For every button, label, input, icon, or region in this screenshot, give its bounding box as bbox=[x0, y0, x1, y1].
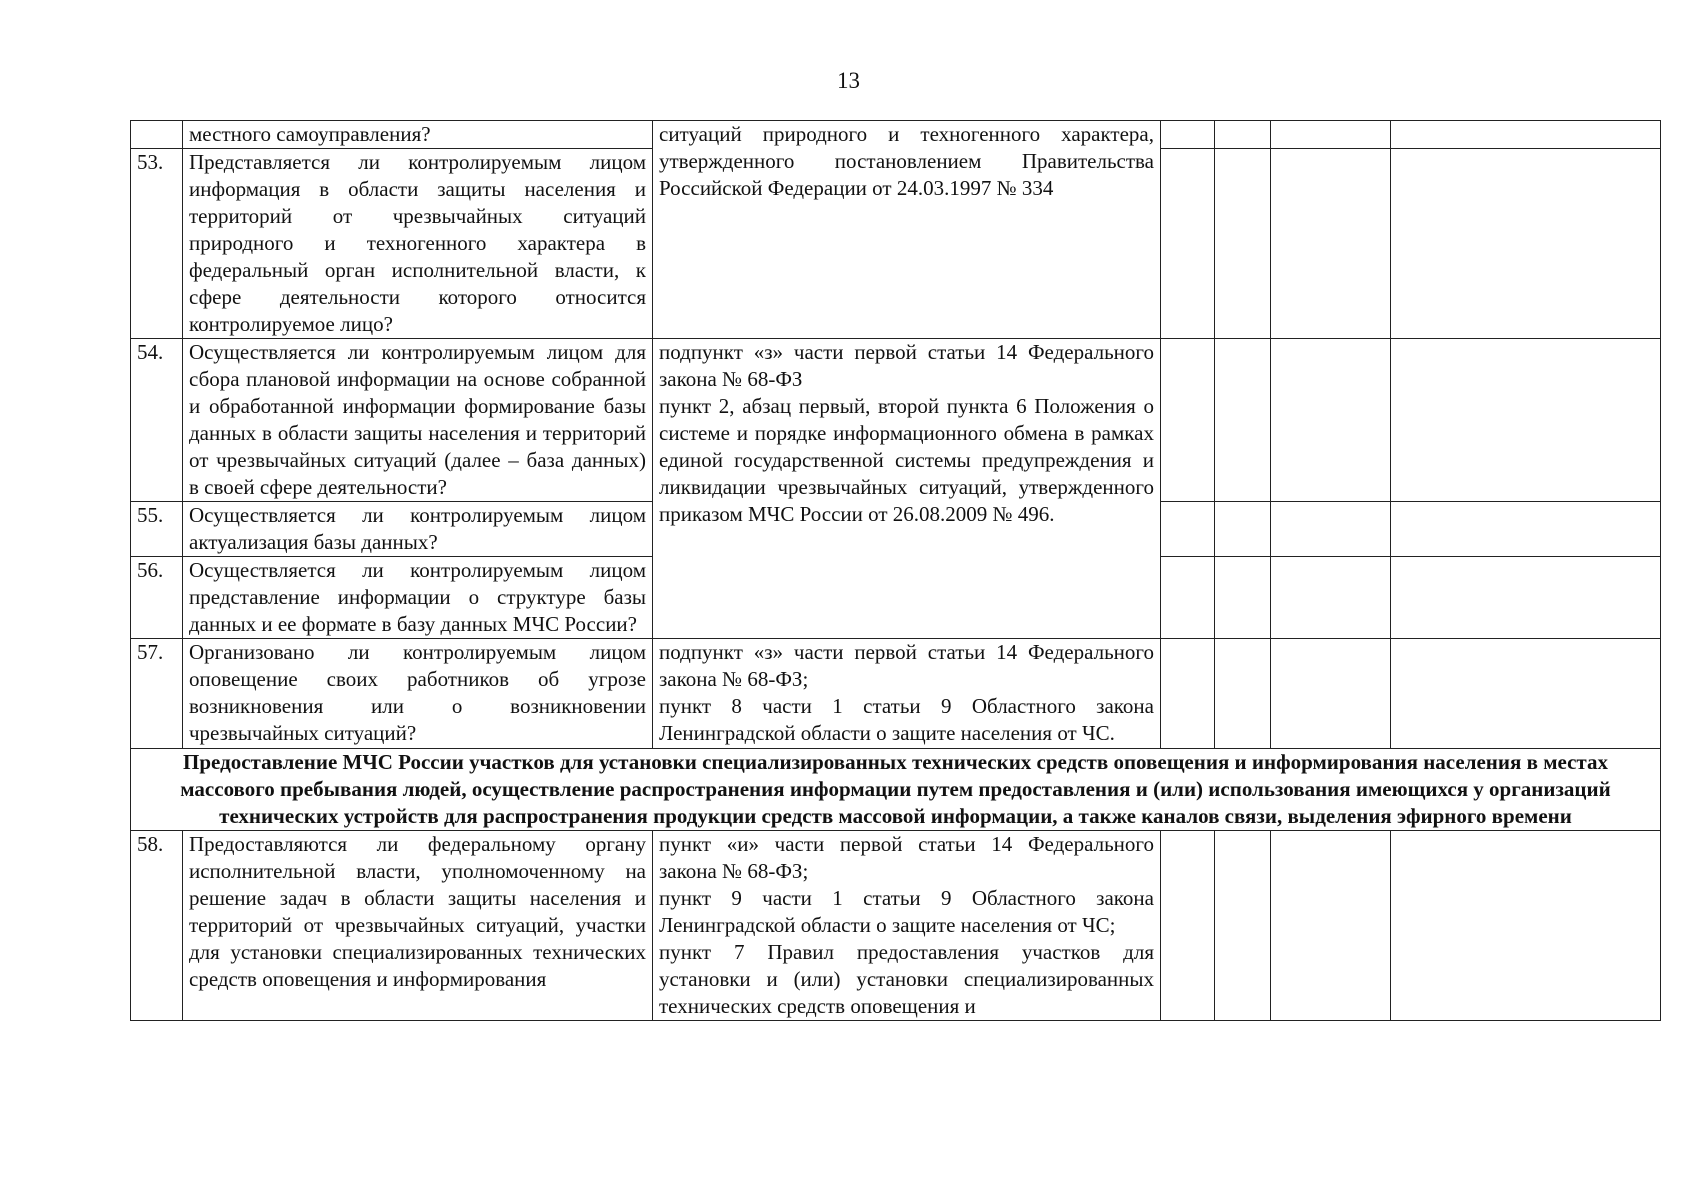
reference-cell: ситуаций природного и техногенного характера, утвержденного постановлением Правительства Российской Федерации от 24.03.1997 № 334 bbox=[653, 121, 1161, 339]
answer-yes-cell bbox=[1161, 639, 1215, 749]
answer-yes-cell bbox=[1161, 121, 1215, 149]
question-cell: Представляется ли контролируемым лицом информация в области защиты населения и территорий от чрезвычайных ситуаций природного и техногенного характера в федеральный орган исполнительной власти, к сфере деятельности которого относится контролируемое лицо? bbox=[183, 149, 653, 339]
reference-cell bbox=[653, 831, 1161, 1021]
note-cell bbox=[1391, 557, 1661, 639]
note-cell bbox=[1391, 121, 1661, 149]
question-cell: Организовано ли контролируемым лицом оповещение своих работников об угрозе возникновения или о возникновении чрезвычайных ситуаций? bbox=[183, 639, 653, 749]
answer-na-cell bbox=[1271, 339, 1391, 502]
reference-line: подпункт «з» части первой статьи 14 Федерального закона № 68-ФЗ bbox=[659, 340, 1154, 391]
row-number: 58. bbox=[131, 831, 183, 1021]
reference-line: пункт 9 части 1 статьи 9 Областного закона Ленинградской области о защите населения от ЧС; bbox=[659, 886, 1154, 937]
answer-no-cell bbox=[1215, 639, 1271, 749]
table-row bbox=[131, 121, 1661, 149]
section-heading: Предоставление МЧС России участков для установки специализированных технических средств оповещения и информирования населения в местах массового пребывания людей, осуществление распространения информации путем предоставления и (или) использования имеющихся у организаций технических устройств для распространения продукции средств массовой информации, а также каналов связи, выделения эфирного времени bbox=[131, 749, 1661, 831]
row-number: 53. bbox=[131, 149, 183, 339]
reference-cell bbox=[653, 639, 1161, 749]
answer-yes-cell bbox=[1161, 339, 1215, 502]
question-cell: Предоставляются ли федеральному органу исполнительной власти, уполномоченному на решение задач в области защиты населения и территорий от чрезвычайных ситуаций, участки для установки специализированных технических средств оповещения и информирования bbox=[183, 831, 653, 1021]
question-cell: местного самоуправления? bbox=[183, 121, 653, 149]
checklist-table bbox=[130, 120, 1661, 1021]
answer-na-cell bbox=[1271, 831, 1391, 1021]
row-number: 54. bbox=[131, 339, 183, 502]
answer-yes-cell bbox=[1161, 149, 1215, 339]
answer-na-cell bbox=[1271, 557, 1391, 639]
reference-line: пункт 7 Правил предоставления участков для установки и (или) установки специализированных технических средств оповещения и bbox=[659, 940, 1154, 1018]
table-row bbox=[131, 639, 1661, 749]
answer-no-cell bbox=[1215, 502, 1271, 557]
answer-no-cell bbox=[1215, 149, 1271, 339]
reference-line: подпункт «з» части первой статьи 14 Федерального закона № 68-ФЗ; bbox=[659, 640, 1154, 691]
note-cell bbox=[1391, 502, 1661, 557]
reference-line: пункт 2, абзац первый, второй пункта 6 Положения о системе и порядке информационного обмена в рамках единой государственной системы предупреждения и ликвидации чрезвычайных ситуаций, утвержденного приказом МЧС России от 26.08.2009 № 496. bbox=[659, 394, 1154, 526]
answer-no-cell bbox=[1215, 831, 1271, 1021]
row-number: 57. bbox=[131, 639, 183, 749]
answer-na-cell bbox=[1271, 502, 1391, 557]
question-cell: Осуществляется ли контролируемым лицом представление информации о структуре базы данных и ее формате в базу данных МЧС России? bbox=[183, 557, 653, 639]
answer-yes-cell bbox=[1161, 502, 1215, 557]
reference-cell bbox=[653, 339, 1161, 639]
note-cell bbox=[1391, 831, 1661, 1021]
answer-no-cell bbox=[1215, 557, 1271, 639]
table-row bbox=[131, 831, 1661, 1021]
reference-line: пункт 8 части 1 статьи 9 Областного закона Ленинградской области о защите населения от ЧС. bbox=[659, 694, 1154, 745]
answer-no-cell bbox=[1215, 339, 1271, 502]
question-cell: Осуществляется ли контролируемым лицом актуализация базы данных? bbox=[183, 502, 653, 557]
answer-yes-cell bbox=[1161, 557, 1215, 639]
note-cell bbox=[1391, 339, 1661, 502]
row-number: 56. bbox=[131, 557, 183, 639]
question-cell: Осуществляется ли контролируемым лицом для сбора плановой информации на основе собранной и обработанной информации формирование базы данных в области защиты населения и территорий от чрезвычайных ситуаций (далее – база данных) в своей сфере деятельности? bbox=[183, 339, 653, 502]
answer-yes-cell bbox=[1161, 831, 1215, 1021]
row-number: 55. bbox=[131, 502, 183, 557]
reference-line: пункт «и» части первой статьи 14 Федерального закона № 68-ФЗ; bbox=[659, 832, 1154, 883]
table-row bbox=[131, 339, 1661, 502]
note-cell bbox=[1391, 639, 1661, 749]
answer-no-cell bbox=[1215, 121, 1271, 149]
answer-na-cell bbox=[1271, 121, 1391, 149]
note-cell bbox=[1391, 149, 1661, 339]
page-number: 13 bbox=[837, 68, 860, 93]
section-row bbox=[131, 749, 1661, 831]
row-number bbox=[131, 121, 183, 149]
answer-na-cell bbox=[1271, 149, 1391, 339]
answer-na-cell bbox=[1271, 639, 1391, 749]
